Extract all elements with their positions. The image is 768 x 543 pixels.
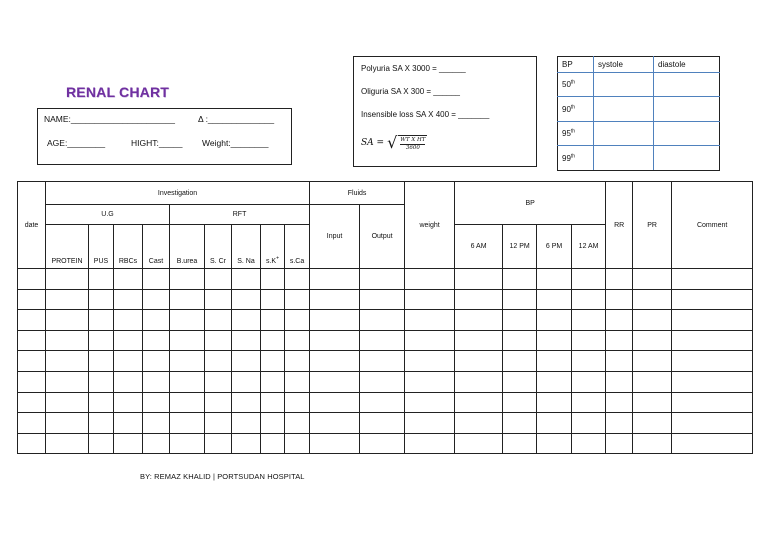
entry-cell[interactable] xyxy=(232,269,261,290)
entry-cell[interactable] xyxy=(633,351,672,372)
entry-cell[interactable] xyxy=(89,289,114,310)
entry-cell[interactable] xyxy=(285,433,310,454)
entry-cell[interactable] xyxy=(18,413,46,434)
entry-cell[interactable] xyxy=(455,351,503,372)
comment-header: Comment xyxy=(672,182,753,269)
entry-cell[interactable] xyxy=(143,269,170,290)
entry-cell[interactable] xyxy=(46,330,89,351)
entry-cell[interactable] xyxy=(503,269,537,290)
entry-cell[interactable] xyxy=(537,289,572,310)
entry-cell[interactable] xyxy=(455,371,503,392)
entry-cell[interactable] xyxy=(261,351,285,372)
entry-cell[interactable] xyxy=(633,289,672,310)
entry-cell[interactable] xyxy=(537,351,572,372)
entry-cell[interactable] xyxy=(261,269,285,290)
pr-header: PR xyxy=(633,182,672,269)
entry-cell[interactable] xyxy=(503,310,537,331)
entry-cell[interactable] xyxy=(205,310,232,331)
pus-header: PUS xyxy=(89,225,114,269)
entry-cell[interactable] xyxy=(537,392,572,413)
weight-header: weight xyxy=(405,182,455,269)
entry-cell[interactable] xyxy=(285,269,310,290)
entry-cell[interactable] xyxy=(261,413,285,434)
entry-cell[interactable] xyxy=(405,351,455,372)
burea-header: B.urea xyxy=(170,225,205,269)
entry-cell[interactable] xyxy=(205,351,232,372)
entry-cell[interactable] xyxy=(143,289,170,310)
entry-cell[interactable] xyxy=(89,351,114,372)
entry-cell[interactable] xyxy=(606,433,633,454)
entry-cell[interactable] xyxy=(572,351,606,372)
sk-header: s.K+ xyxy=(261,225,285,269)
entry-cell[interactable] xyxy=(285,371,310,392)
entry-cell[interactable] xyxy=(205,392,232,413)
entry-cell[interactable] xyxy=(633,392,672,413)
cast-header: Cast xyxy=(143,225,170,269)
entry-cell[interactable] xyxy=(360,351,405,372)
entry-cell[interactable] xyxy=(606,413,633,434)
entry-cell[interactable] xyxy=(170,289,205,310)
entry-cell[interactable] xyxy=(405,269,455,290)
entry-cell[interactable] xyxy=(285,392,310,413)
age-field[interactable]: AGE:________ xyxy=(47,138,106,148)
entry-cell[interactable] xyxy=(310,371,360,392)
entry-cell[interactable] xyxy=(170,433,205,454)
entry-cell[interactable] xyxy=(360,413,405,434)
entry-cell[interactable] xyxy=(405,310,455,331)
entry-cell[interactable] xyxy=(405,289,455,310)
entry-cell[interactable] xyxy=(672,330,753,351)
entry-cell[interactable] xyxy=(261,310,285,331)
entry-cell[interactable] xyxy=(360,310,405,331)
entry-cell[interactable] xyxy=(503,371,537,392)
entry-cell[interactable] xyxy=(310,413,360,434)
patient-info-box xyxy=(37,108,292,165)
entry-cell[interactable] xyxy=(360,269,405,290)
entry-cell[interactable] xyxy=(232,351,261,372)
entry-cell[interactable] xyxy=(672,269,753,290)
polyuria-formula: Polyuria SA X 3000 = ______ xyxy=(361,64,466,73)
entry-cell[interactable] xyxy=(18,433,46,454)
entry-cell[interactable] xyxy=(46,371,89,392)
entry-cell[interactable] xyxy=(572,310,606,331)
systole-cell[interactable] xyxy=(594,146,654,171)
entry-cell[interactable] xyxy=(46,413,89,434)
entry-cell[interactable] xyxy=(503,392,537,413)
bp-6pm-header: 6 PM xyxy=(537,225,572,269)
entry-cell[interactable] xyxy=(205,413,232,434)
entry-cell[interactable] xyxy=(537,371,572,392)
entry-cell[interactable] xyxy=(89,413,114,434)
entry-cell[interactable] xyxy=(114,371,143,392)
entry-cell[interactable] xyxy=(672,351,753,372)
entry-cell[interactable] xyxy=(405,330,455,351)
sna-header: S. Na xyxy=(232,225,261,269)
entry-cell[interactable] xyxy=(143,413,170,434)
entry-cell[interactable] xyxy=(285,289,310,310)
entry-cell[interactable] xyxy=(89,433,114,454)
systole-cell[interactable] xyxy=(594,72,654,97)
entry-cell[interactable] xyxy=(170,351,205,372)
entry-cell[interactable] xyxy=(46,289,89,310)
entry-cell[interactable] xyxy=(672,392,753,413)
entry-cell[interactable] xyxy=(114,310,143,331)
entry-cell[interactable] xyxy=(606,289,633,310)
entry-cell[interactable] xyxy=(285,413,310,434)
insensible-loss-formula: Insensible loss SA X 400 = _______ xyxy=(361,110,490,119)
entry-cell[interactable] xyxy=(114,330,143,351)
entry-cell[interactable] xyxy=(170,269,205,290)
weight-field[interactable]: Weight:________ xyxy=(202,138,269,148)
entry-cell[interactable] xyxy=(672,413,753,434)
entry-cell[interactable] xyxy=(143,310,170,331)
entry-cell[interactable] xyxy=(205,330,232,351)
entry-cell[interactable] xyxy=(18,310,46,331)
date-header: date xyxy=(18,182,46,269)
entry-cell[interactable] xyxy=(360,433,405,454)
sca-header: s.Ca xyxy=(285,225,310,269)
entry-cell[interactable] xyxy=(606,310,633,331)
percentile-50: 50th xyxy=(558,72,594,97)
systole-cell[interactable] xyxy=(594,121,654,146)
entry-cell[interactable] xyxy=(455,310,503,331)
entry-cell[interactable] xyxy=(360,392,405,413)
diastole-cell[interactable] xyxy=(654,97,720,122)
entry-cell[interactable] xyxy=(18,392,46,413)
entry-cell[interactable] xyxy=(503,289,537,310)
entry-cell[interactable] xyxy=(232,392,261,413)
percentile-90: 90th xyxy=(558,97,594,122)
entry-cell[interactable] xyxy=(170,371,205,392)
percentile-99: 99th xyxy=(558,146,594,171)
entry-cell[interactable] xyxy=(537,330,572,351)
investigation-header: Investigation xyxy=(46,182,310,205)
entry-cell[interactable] xyxy=(360,371,405,392)
entry-cell[interactable] xyxy=(503,433,537,454)
diastole-cell[interactable] xyxy=(654,146,720,171)
formula-box xyxy=(353,56,537,167)
entry-cell[interactable] xyxy=(89,330,114,351)
entry-cell[interactable] xyxy=(672,371,753,392)
rft-header: RFT xyxy=(170,205,310,225)
entry-cell[interactable] xyxy=(143,330,170,351)
entry-cell[interactable] xyxy=(114,351,143,372)
bp-12am-header: 12 AM xyxy=(572,225,606,269)
entry-cell[interactable] xyxy=(503,330,537,351)
entry-cell[interactable] xyxy=(633,371,672,392)
height-field[interactable]: HIGHT:_____ xyxy=(131,138,183,148)
entry-cell[interactable] xyxy=(232,310,261,331)
entry-cell[interactable] xyxy=(310,310,360,331)
entry-cell[interactable] xyxy=(205,433,232,454)
entry-cell[interactable] xyxy=(46,351,89,372)
entry-cell[interactable] xyxy=(261,392,285,413)
entry-cell[interactable] xyxy=(205,269,232,290)
entry-cell[interactable] xyxy=(572,330,606,351)
entry-cell[interactable] xyxy=(537,413,572,434)
entry-cell[interactable] xyxy=(232,330,261,351)
entry-cell[interactable] xyxy=(285,330,310,351)
oliguria-formula: Oliguria SA X 300 = ______ xyxy=(361,87,460,96)
bp-header: BP xyxy=(455,182,606,225)
percentile-95: 95th xyxy=(558,121,594,146)
entry-cell[interactable] xyxy=(572,392,606,413)
entry-cell[interactable] xyxy=(606,371,633,392)
entry-cell[interactable] xyxy=(89,310,114,331)
ug-header: U.G xyxy=(46,205,170,225)
entry-cell[interactable] xyxy=(114,269,143,290)
entry-cell[interactable] xyxy=(310,330,360,351)
diastole-header: diastole xyxy=(654,57,720,73)
entry-cell[interactable] xyxy=(310,289,360,310)
delta-field[interactable]: Δ :______________ xyxy=(198,114,275,124)
sa-fraction xyxy=(398,135,427,151)
entry-cell[interactable] xyxy=(205,289,232,310)
data-rows xyxy=(18,269,753,454)
entry-cell[interactable] xyxy=(310,433,360,454)
table-row xyxy=(18,371,753,392)
entry-cell[interactable] xyxy=(89,269,114,290)
entry-cell[interactable] xyxy=(503,351,537,372)
entry-cell[interactable] xyxy=(672,310,753,331)
entry-cell[interactable] xyxy=(170,413,205,434)
entry-cell[interactable] xyxy=(633,433,672,454)
entry-cell[interactable] xyxy=(261,330,285,351)
entry-cell[interactable] xyxy=(360,330,405,351)
fluids-header: Fluids xyxy=(310,182,405,205)
bp-header: BP xyxy=(558,57,594,73)
entry-cell[interactable] xyxy=(18,371,46,392)
entry-cell[interactable] xyxy=(537,433,572,454)
entry-cell[interactable] xyxy=(46,392,89,413)
entry-cell[interactable] xyxy=(18,269,46,290)
entry-cell[interactable] xyxy=(170,392,205,413)
entry-cell[interactable] xyxy=(170,330,205,351)
entry-cell[interactable] xyxy=(232,433,261,454)
entry-cell[interactable] xyxy=(232,289,261,310)
sa-denominator: 3600 xyxy=(405,145,420,151)
entry-cell[interactable] xyxy=(205,371,232,392)
entry-cell[interactable] xyxy=(232,371,261,392)
table-row xyxy=(18,330,753,351)
diastole-cell[interactable] xyxy=(654,72,720,97)
entry-cell[interactable] xyxy=(572,433,606,454)
sa-lhs: SA = xyxy=(361,138,385,148)
entry-cell[interactable] xyxy=(170,310,205,331)
entry-cell[interactable] xyxy=(114,289,143,310)
scr-header: S. Cr xyxy=(205,225,232,269)
systole-cell[interactable] xyxy=(594,97,654,122)
input-header: Input xyxy=(310,205,360,269)
entry-cell[interactable] xyxy=(503,413,537,434)
output-header: Output xyxy=(360,205,405,269)
bp-6am-header: 6 AM xyxy=(455,225,503,269)
entry-cell[interactable] xyxy=(46,310,89,331)
chart-title: RENAL CHART xyxy=(66,84,170,100)
entry-cell[interactable] xyxy=(232,413,261,434)
rr-header: RR xyxy=(606,182,633,269)
bp-12pm-header: 12 PM xyxy=(503,225,537,269)
entry-cell[interactable] xyxy=(18,351,46,372)
entry-cell[interactable] xyxy=(537,310,572,331)
entry-cell[interactable] xyxy=(89,392,114,413)
entry-cell[interactable] xyxy=(114,392,143,413)
entry-cell[interactable] xyxy=(537,269,572,290)
entry-cell[interactable] xyxy=(572,269,606,290)
entry-cell[interactable] xyxy=(455,269,503,290)
entry-cell[interactable] xyxy=(606,351,633,372)
entry-cell[interactable] xyxy=(606,392,633,413)
entry-cell[interactable] xyxy=(572,289,606,310)
rbcs-header: RBCs xyxy=(114,225,143,269)
entry-cell[interactable] xyxy=(46,269,89,290)
renal-chart-table xyxy=(17,181,753,454)
entry-cell[interactable] xyxy=(405,433,455,454)
table-row xyxy=(18,413,753,434)
entry-cell[interactable] xyxy=(455,289,503,310)
entry-cell[interactable] xyxy=(143,371,170,392)
entry-cell[interactable] xyxy=(405,413,455,434)
entry-cell[interactable] xyxy=(360,289,405,310)
entry-cell[interactable] xyxy=(606,330,633,351)
sa-numerator: WT X HT xyxy=(400,137,426,143)
entry-cell[interactable] xyxy=(455,433,503,454)
footer-credit: BY: REMAZ KHALID | PORTSUDAN HOSPITAL xyxy=(140,472,305,481)
entry-cell[interactable] xyxy=(633,413,672,434)
entry-cell[interactable] xyxy=(672,433,753,454)
entry-cell[interactable] xyxy=(143,433,170,454)
surface-area-formula xyxy=(361,135,427,151)
entry-cell[interactable] xyxy=(18,289,46,310)
protein-header: PROTEIN xyxy=(46,225,89,269)
table-row xyxy=(18,433,753,454)
entry-cell[interactable] xyxy=(143,351,170,372)
table-row xyxy=(18,269,753,290)
entry-cell[interactable] xyxy=(143,392,170,413)
entry-cell[interactable] xyxy=(633,269,672,290)
table-row xyxy=(18,351,753,372)
entry-cell[interactable] xyxy=(455,330,503,351)
entry-cell[interactable] xyxy=(261,371,285,392)
entry-cell[interactable] xyxy=(285,351,310,372)
entry-cell[interactable] xyxy=(405,392,455,413)
entry-cell[interactable] xyxy=(261,289,285,310)
sqrt-icon: √ xyxy=(387,133,398,152)
entry-cell[interactable] xyxy=(310,269,360,290)
bp-percentile-table xyxy=(557,56,720,171)
entry-cell[interactable] xyxy=(18,330,46,351)
entry-cell[interactable] xyxy=(310,351,360,372)
table-row xyxy=(18,392,753,413)
entry-cell[interactable] xyxy=(672,289,753,310)
entry-cell[interactable] xyxy=(89,371,114,392)
entry-cell[interactable] xyxy=(114,413,143,434)
entry-cell[interactable] xyxy=(114,433,143,454)
entry-cell[interactable] xyxy=(572,413,606,434)
table-row xyxy=(18,310,753,331)
entry-cell[interactable] xyxy=(405,371,455,392)
entry-cell[interactable] xyxy=(46,433,89,454)
entry-cell[interactable] xyxy=(261,433,285,454)
entry-cell[interactable] xyxy=(606,269,633,290)
diastole-cell[interactable] xyxy=(654,121,720,146)
entry-cell[interactable] xyxy=(455,413,503,434)
systole-header: systole xyxy=(594,57,654,73)
entry-cell[interactable] xyxy=(633,310,672,331)
entry-cell[interactable] xyxy=(310,392,360,413)
entry-cell[interactable] xyxy=(285,310,310,331)
entry-cell[interactable] xyxy=(455,392,503,413)
entry-cell[interactable] xyxy=(633,330,672,351)
name-field[interactable]: NAME:______________________ xyxy=(44,114,175,124)
table-row xyxy=(18,289,753,310)
entry-cell[interactable] xyxy=(572,371,606,392)
